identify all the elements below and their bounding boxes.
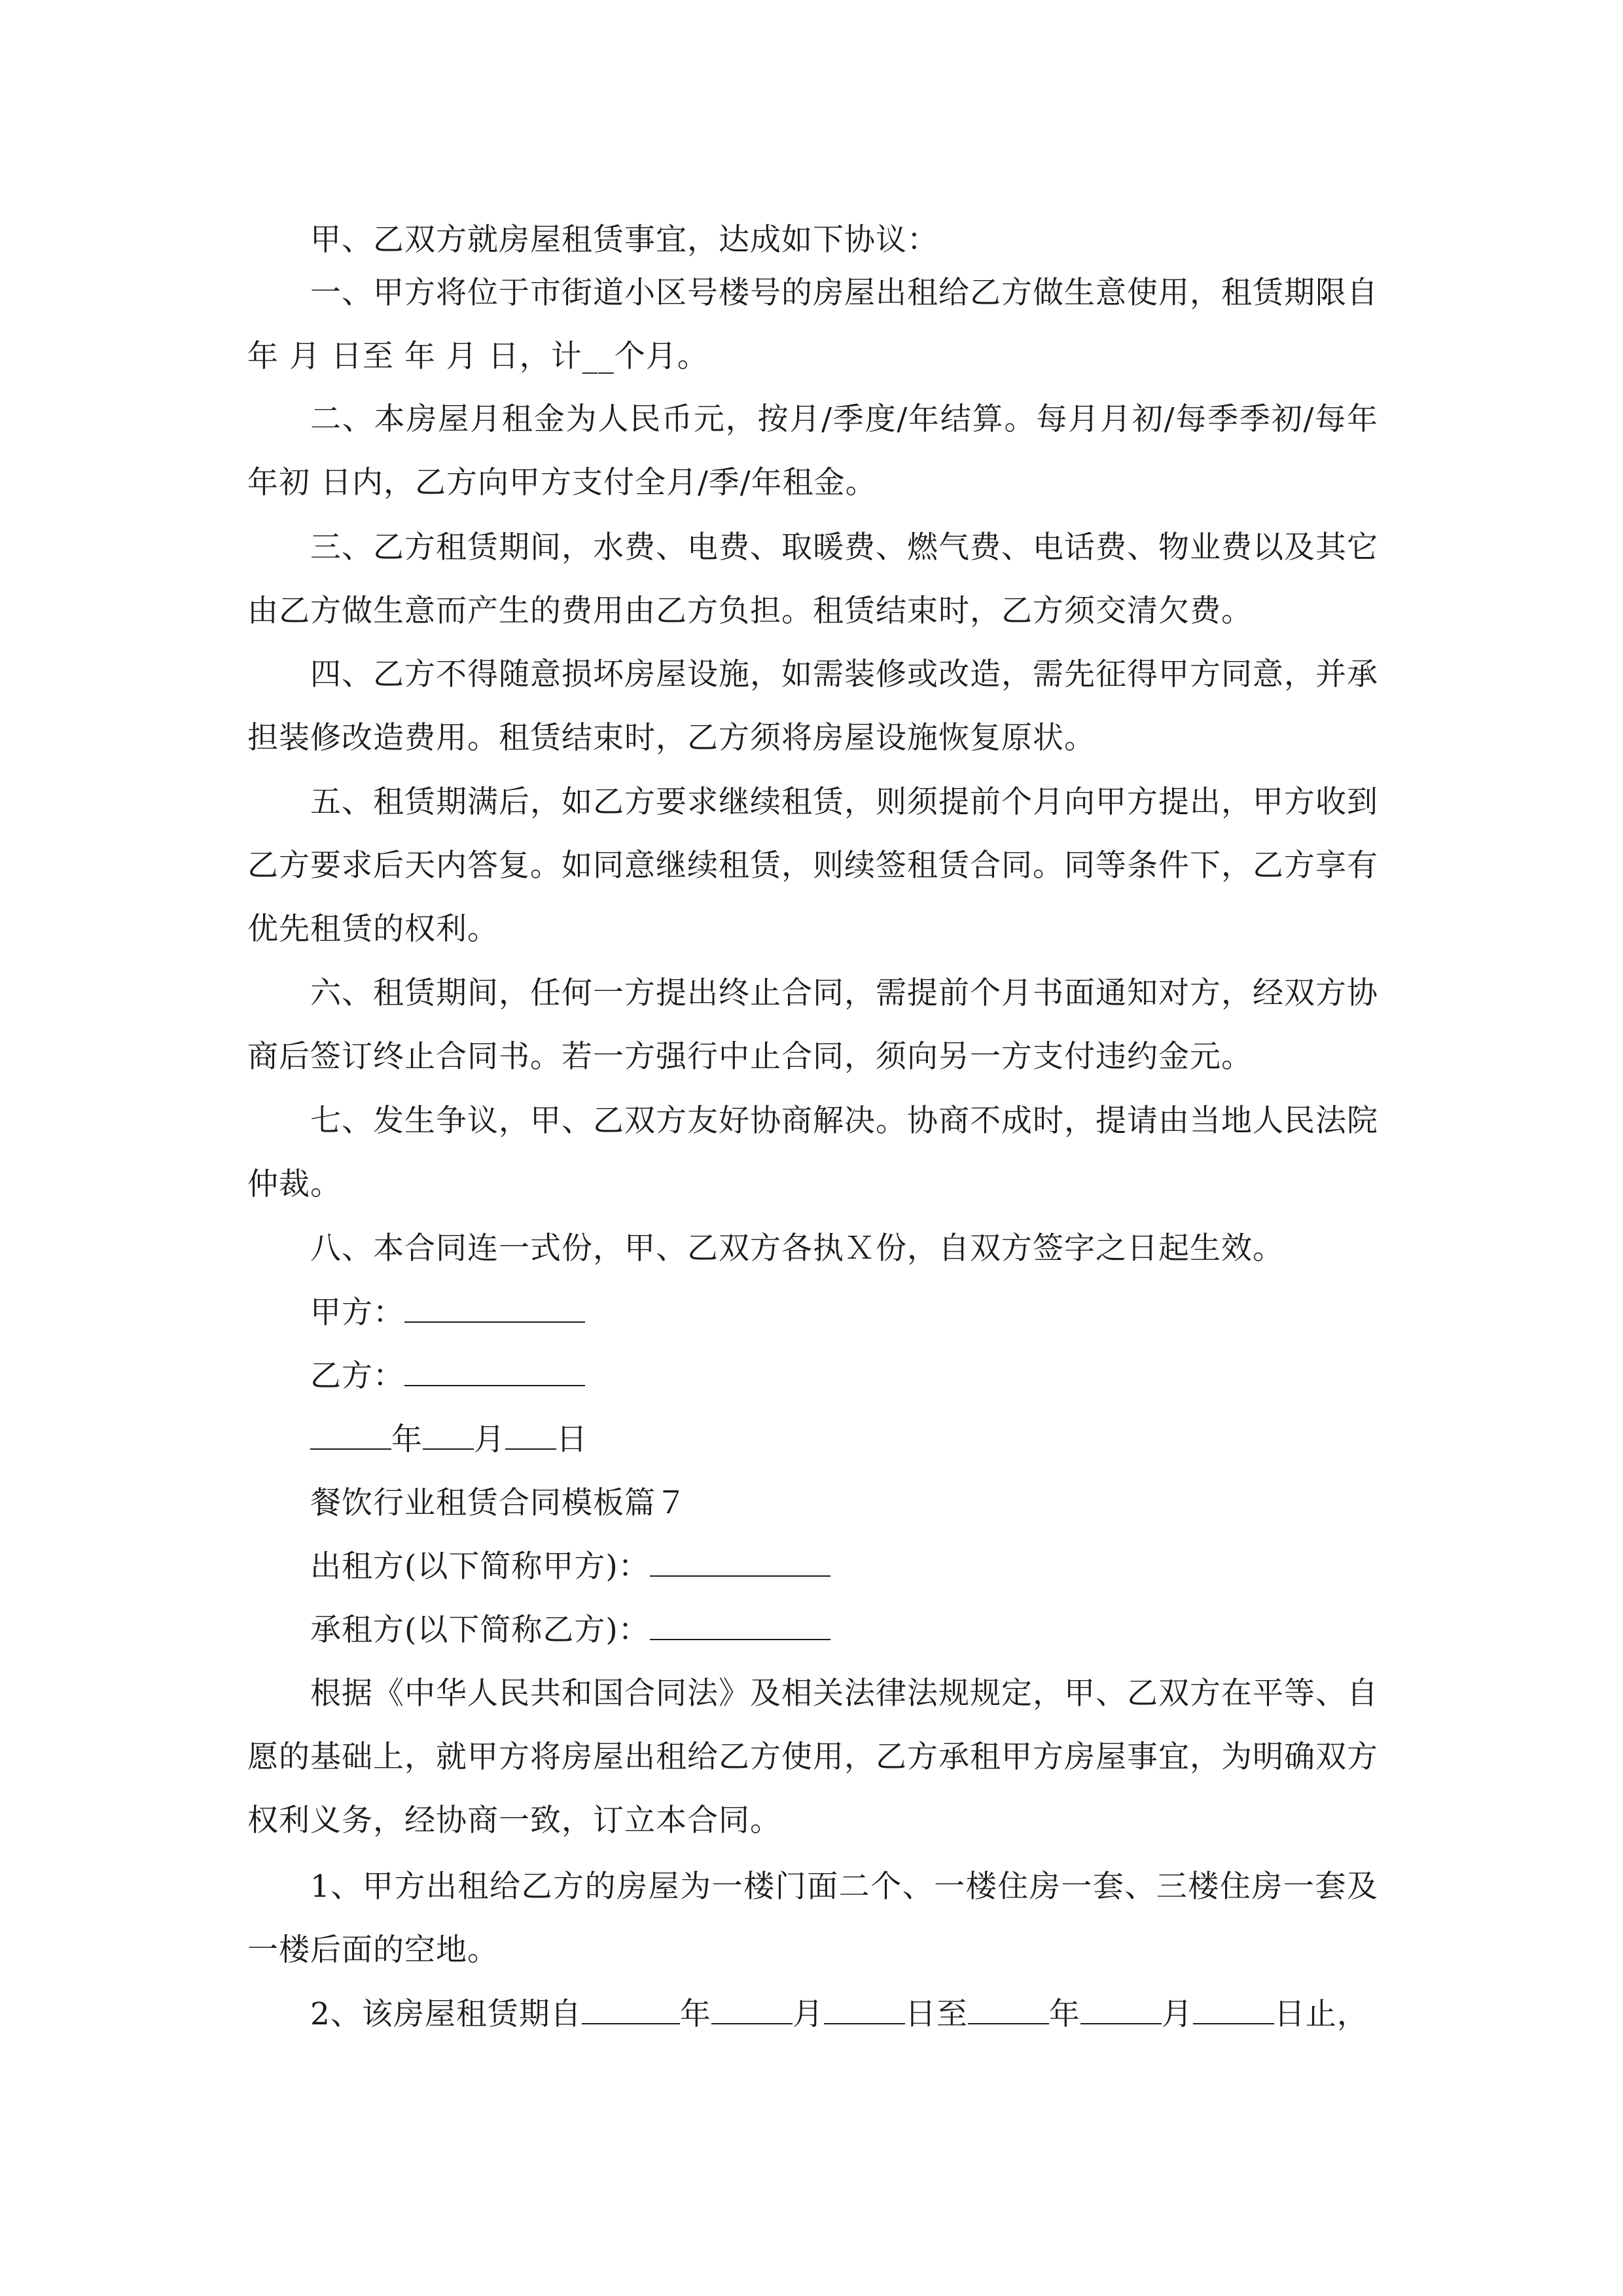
clause-7-paragraph: 七、发生争议，甲、乙双方友好协商解决。协商不成时，提请由当地人民法院仲裁。 (247, 1103, 1378, 1202)
clause-3-paragraph: 三、乙方租赁期间，水费、电费、取暖费、燃气费、电话费、物业费以及其它由乙方做生意而产生的费用由乙方负担。租赁结束时，乙方须交清欠费。 (247, 529, 1378, 629)
article-1-paragraph: 1、甲方出租给乙方的房屋为一楼门面二个、一楼住房一套、三楼住房一套及一楼后面的空地。 (247, 1869, 1378, 1968)
party-b-blank (404, 1355, 585, 1386)
lessee-blank (650, 1609, 830, 1640)
date-day-label: 日 (556, 1422, 588, 1458)
date-year-label: 年 (391, 1422, 423, 1458)
start-year-label: 年 (679, 1996, 711, 2032)
legal-basis-paragraph: 根据《中华人民共和国合同法》及相关法律法规规定，甲、乙双方在平等、自愿的基础上，就甲方将房屋出租给乙方使用，乙方承租甲方房屋事宜，为明确双方权利义务，经协商一致，订立本合同。 (247, 1676, 1378, 1839)
end-year-blank (968, 1993, 1049, 2024)
end-year-label: 年 (1048, 1996, 1080, 2032)
clause-5-paragraph: 五、租赁期满后，如乙方要求继续租赁，则须提前个月向甲方提出，甲方收到乙方要求后天内答复。如同意继续租赁，则续签租赁合同。同等条件下，乙方享有优先租赁的权利。 (247, 784, 1378, 947)
lessee-label: 承租方(以下简称乙方)： (310, 1612, 650, 1648)
date-year-blank (310, 1418, 391, 1450)
start-day-blank (824, 1993, 905, 2024)
date-day-blank (505, 1418, 556, 1450)
lessor-line (310, 1535, 830, 1598)
section-title: 餐饮行业租赁合同模板篇７ (310, 1485, 687, 1521)
party-b-label: 乙方： (310, 1358, 404, 1394)
start-year-blank (582, 1993, 680, 2024)
start-day-label: 日至 (904, 1996, 968, 2032)
start-month-label: 月 (792, 1996, 824, 2032)
clause-8-paragraph: 八、本合同连一式份，甲、乙双方各执Ｘ份，自双方签字之日起生效。 (310, 1230, 1284, 1266)
party-a-signature-line (310, 1281, 585, 1344)
party-b-signature-line (310, 1344, 585, 1408)
date-month-blank (423, 1418, 474, 1450)
clause-1-paragraph: 一、甲方将位于市街道小区号楼号的房屋出租给乙方做生意使用，租赁期限自 年 月 日至 年 月 日，计__个月。 (247, 275, 1378, 374)
clause-4-paragraph: 四、乙方不得随意损坏房屋设施，如需装修或改造，需先征得甲方同意，并承担装修改造费用。租赁结束时，乙方须将房屋设施恢复原状。 (247, 656, 1378, 756)
start-month-blank (711, 1993, 793, 2024)
lessee-line (310, 1598, 830, 1662)
party-a-blank (404, 1291, 585, 1323)
clause-2-paragraph: 二、本房屋月租金为人民币元，按月/季度/年结算。每月月初/每季季初/每年年初 日内，乙方向甲方支付全月/季/年租金。 (247, 401, 1378, 501)
lessor-blank (650, 1545, 830, 1577)
article-2-prefix: 2、该房屋租赁期自 (310, 1996, 582, 2032)
party-a-label: 甲方： (310, 1295, 404, 1331)
end-day-label: 日止， (1274, 1996, 1368, 2032)
clause-6-paragraph: 六、租赁期间，任何一方提出终止合同，需提前个月书面通知对方，经双方协商后签订终止合同书。若一方强行中止合同，须向另一方支付违约金元。 (247, 975, 1378, 1075)
lessor-label: 出租方(以下简称甲方)： (310, 1549, 650, 1585)
date-month-label: 月 (474, 1422, 505, 1458)
intro-paragraph: 甲、乙双方就房屋租赁事宜，达成如下协议： (310, 222, 938, 258)
article-2-line (310, 1982, 1368, 2046)
end-month-blank (1080, 1993, 1162, 2024)
end-day-blank (1193, 1993, 1274, 2024)
end-month-label: 月 (1161, 1996, 1193, 2032)
signing-date-line (310, 1408, 588, 1471)
